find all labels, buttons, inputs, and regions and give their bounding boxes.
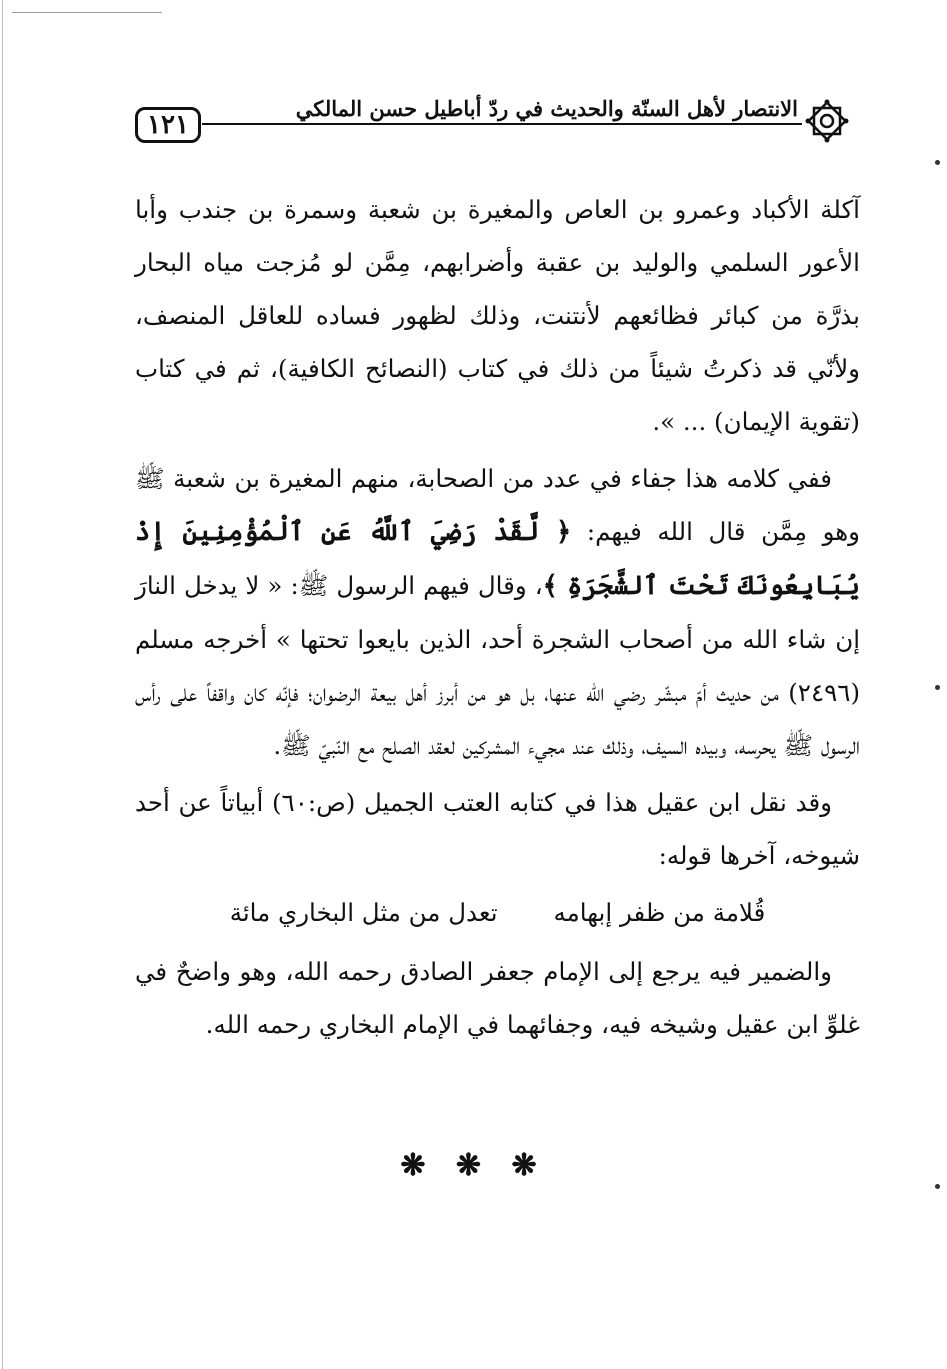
verse-second-hemistich: تعدل من مثل البخاري مائة (229, 898, 498, 927)
running-title: الانتصار لأهل السنّة والحديث في ردّ أباطيل حسن المالكي (292, 96, 802, 121)
poetry-verse (135, 886, 860, 939)
page-number: ١٢١ (135, 107, 201, 143)
margin-mark (935, 160, 940, 165)
paragraph-3: وقد نقل ابن عقيل هذا في كتابه العتب الجميل (ص:٦٠) أبياتاً عن أحد شيوخه، آخرها قوله: (135, 788, 860, 870)
paragraph-4: والضمير فيه يرجع إلى الإمام جعفر الصادق رحمه الله، وهو واضحٌ في غلوِّ ابن عقيل وشيخه فيه، وجفائهما في الإمام البخاري رحمه الله. (135, 957, 860, 1039)
margin-mark (935, 1184, 940, 1189)
paragraph-2-intro: ففي كلامه هذا جفاء في عدد من الصحابة، منهم المغيرة بن شعبة ﷺ وهو مِمَّن قال الله فيهم: (135, 464, 860, 546)
paragraph-2 (135, 452, 860, 772)
verse-first-hemistich: قُلامة من ظفر إبهامه (553, 898, 766, 927)
eight-point-star-ornament-icon (804, 98, 850, 144)
top-rule (12, 12, 162, 13)
header-rule (202, 123, 802, 125)
page-body (135, 183, 860, 1055)
section-separator: ❋ ❋ ❋ (400, 1148, 547, 1183)
paragraph-1: آكلة الأكباد وعمرو بن العاص والمغيرة بن شعبة وسمرة بن جندب وأبا الأعور السلمي والوليد بن عقبة وأضرابهم، مِمَّن لو مُزجت مياه البحار بذرَّة من كبائر فظائعهم لأنتنت، وذلك لظهور فساده للعاقل المنصف، ولأنّي قد ذكرتُ شيئاً من ذلك في كتاب (النصائح الكافية)، ثم في كتاب (تقوية الإيمان) ... ». (135, 195, 860, 436)
paragraph-2-rest: ، وقال فيهم الرسول ﷺ: « لا يدخل النارَ إن شاء الله من أصحاب الشجرة أحد، الذين بايعوا تحتها » أخرجه مسلم (٢٤٩٦) من حديث أمّ مبشّر رضي الله عنها، بل هو من أبرز أهل بيعة الرضوان؛ فإنّه كان واقفاً على رأس الرسول ﷺ يحرسه، وبيده السيف، وذلك عند مجيء المشركين لعقد الصلح مع النّبيّ ﷺ. (135, 571, 860, 760)
quran-verse: ﴿ لَّقَدْ رَضِيَ ٱللَّهُ عَنِ ٱلْمُؤْمِنِينَ إِذْ يُبَايِعُونَكَ تَحْتَ ٱلشَّجَرَةِ ﴾ (135, 517, 860, 601)
margin-mark (935, 685, 940, 690)
page-header (130, 94, 850, 158)
